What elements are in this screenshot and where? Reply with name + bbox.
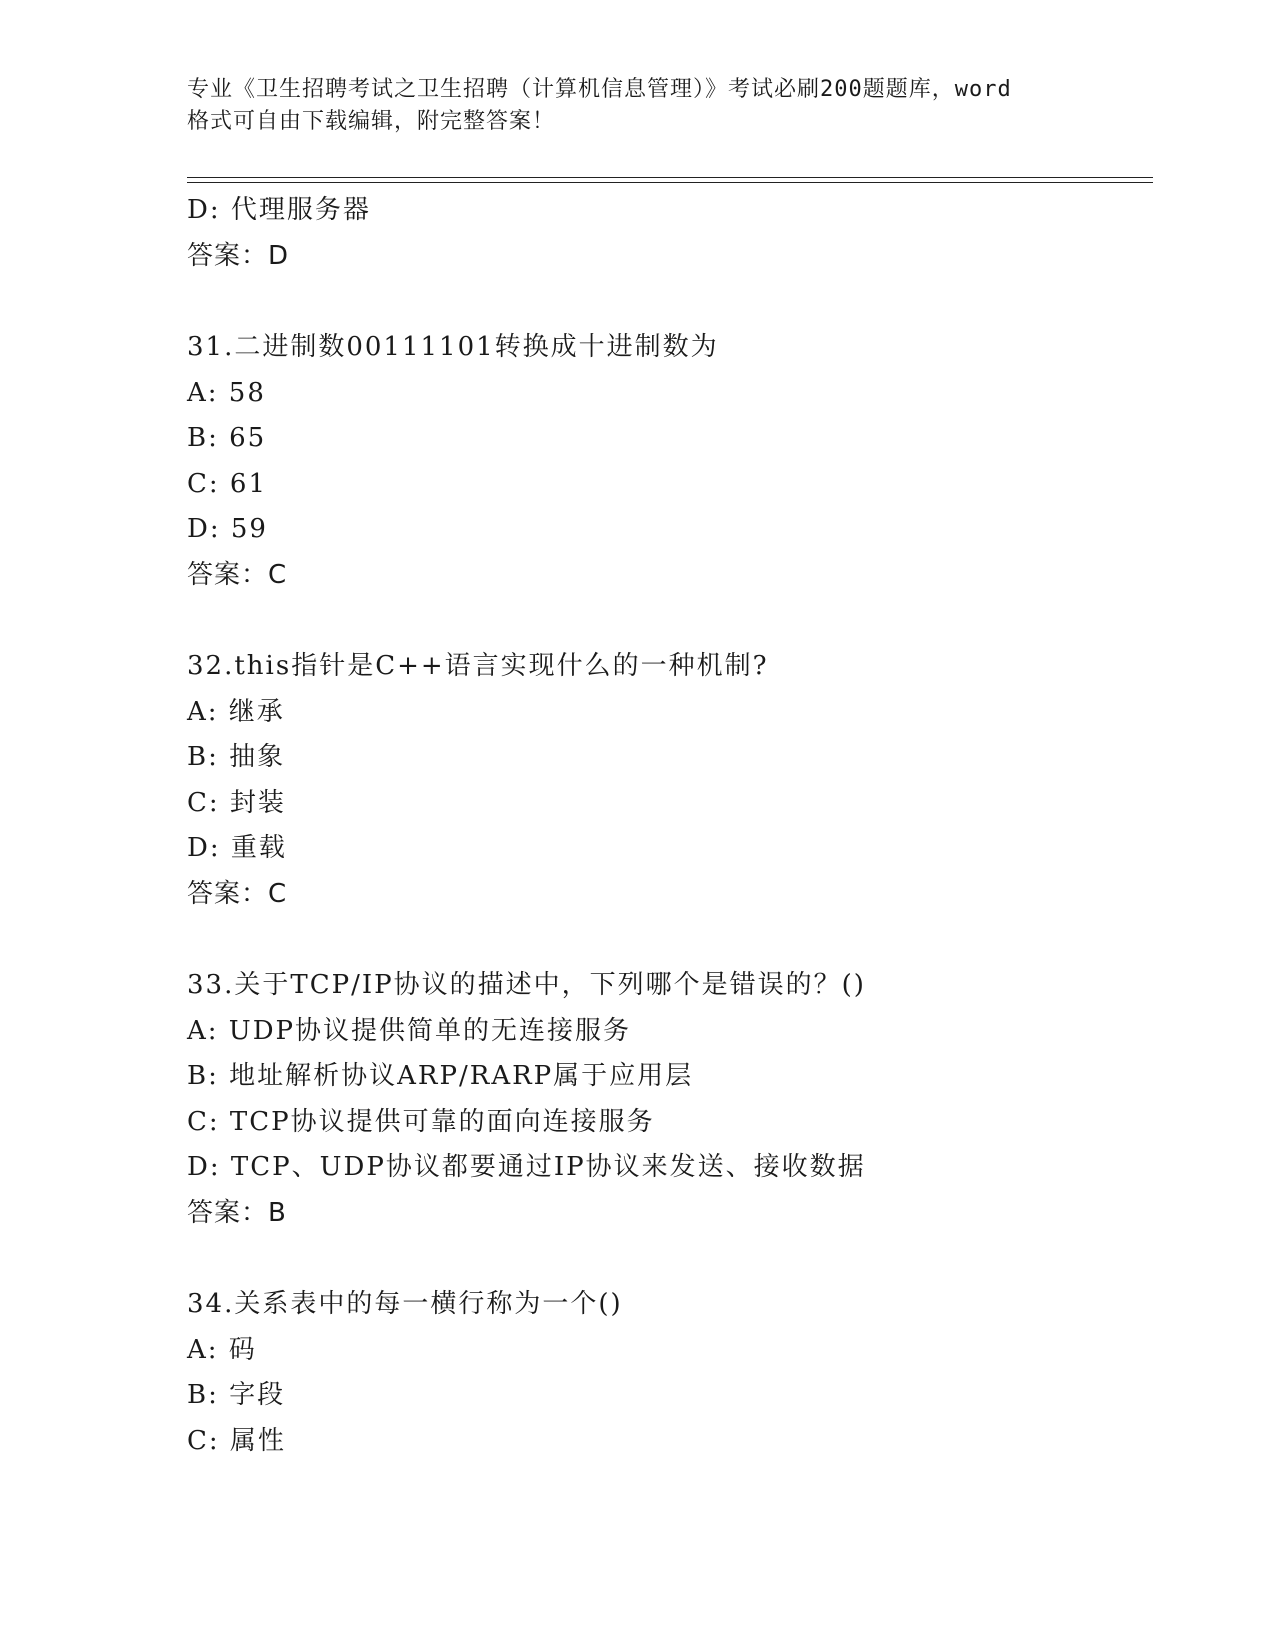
option-c: C: TCP协议提供可靠的面向连接服务 xyxy=(187,1106,655,1137)
option-d: D: 59 xyxy=(187,514,268,544)
option-b: B: 地址解析协议ARP/RARP属于应用层 xyxy=(187,1061,694,1091)
question-block-32 xyxy=(187,644,1153,917)
question-block-33 xyxy=(187,963,1153,1236)
option-d: D: 代理服务器 xyxy=(187,195,371,225)
option-c: C: 属性 xyxy=(187,1425,286,1456)
option-a: A: 58 xyxy=(187,377,266,408)
option-a: A: UDP协议提供简单的无连接服务 xyxy=(187,1015,632,1046)
header-title-line-2: 格式可自由下载编辑，附完整答案！ xyxy=(187,109,556,134)
answer-line: 答案：B xyxy=(187,1197,287,1228)
answer-line: 答案：C xyxy=(187,878,288,909)
option-c: C: 封装 xyxy=(187,787,286,818)
answer-line: 答案：C xyxy=(187,559,288,590)
option-c: C: 61 xyxy=(187,468,268,499)
question-block-34 xyxy=(187,1282,1153,1464)
option-b: B: 65 xyxy=(187,423,267,453)
option-d: D: TCP、UDP协议都要通过IP协议来发送、接收数据 xyxy=(187,1152,866,1182)
spacer xyxy=(187,279,1153,325)
spacer xyxy=(187,1236,1153,1282)
spacer xyxy=(187,917,1153,963)
header-divider-bottom xyxy=(187,182,1153,183)
option-d: D: 重载 xyxy=(187,833,287,863)
question-text: 31.二进制数00111101转换成十进制数为 xyxy=(187,332,719,362)
option-a: A: 继承 xyxy=(187,696,285,727)
question-block-31 xyxy=(187,325,1153,598)
question-list xyxy=(187,188,1153,1464)
answer-line: 答案：D xyxy=(187,240,290,271)
header-divider-top xyxy=(187,177,1153,178)
option-a: A: 码 xyxy=(187,1334,257,1365)
question-text: 34.关系表中的每一横行称为一个() xyxy=(187,1289,623,1319)
header-title-line-1: 专业《卫生招聘考试之卫生招聘（计算机信息管理）》考试必刷200题题库，word xyxy=(187,77,1012,102)
question-text: 32.this指针是C++语言实现什么的一种机制? xyxy=(187,651,769,681)
document-header xyxy=(187,74,1087,138)
spacer xyxy=(187,598,1153,644)
option-b: B: 抽象 xyxy=(187,742,286,772)
question-text: 33.关于TCP/IP协议的描述中，下列哪个是错误的？() xyxy=(187,970,866,1000)
option-b: B: 字段 xyxy=(187,1380,286,1410)
question-block-prev xyxy=(187,188,1153,279)
